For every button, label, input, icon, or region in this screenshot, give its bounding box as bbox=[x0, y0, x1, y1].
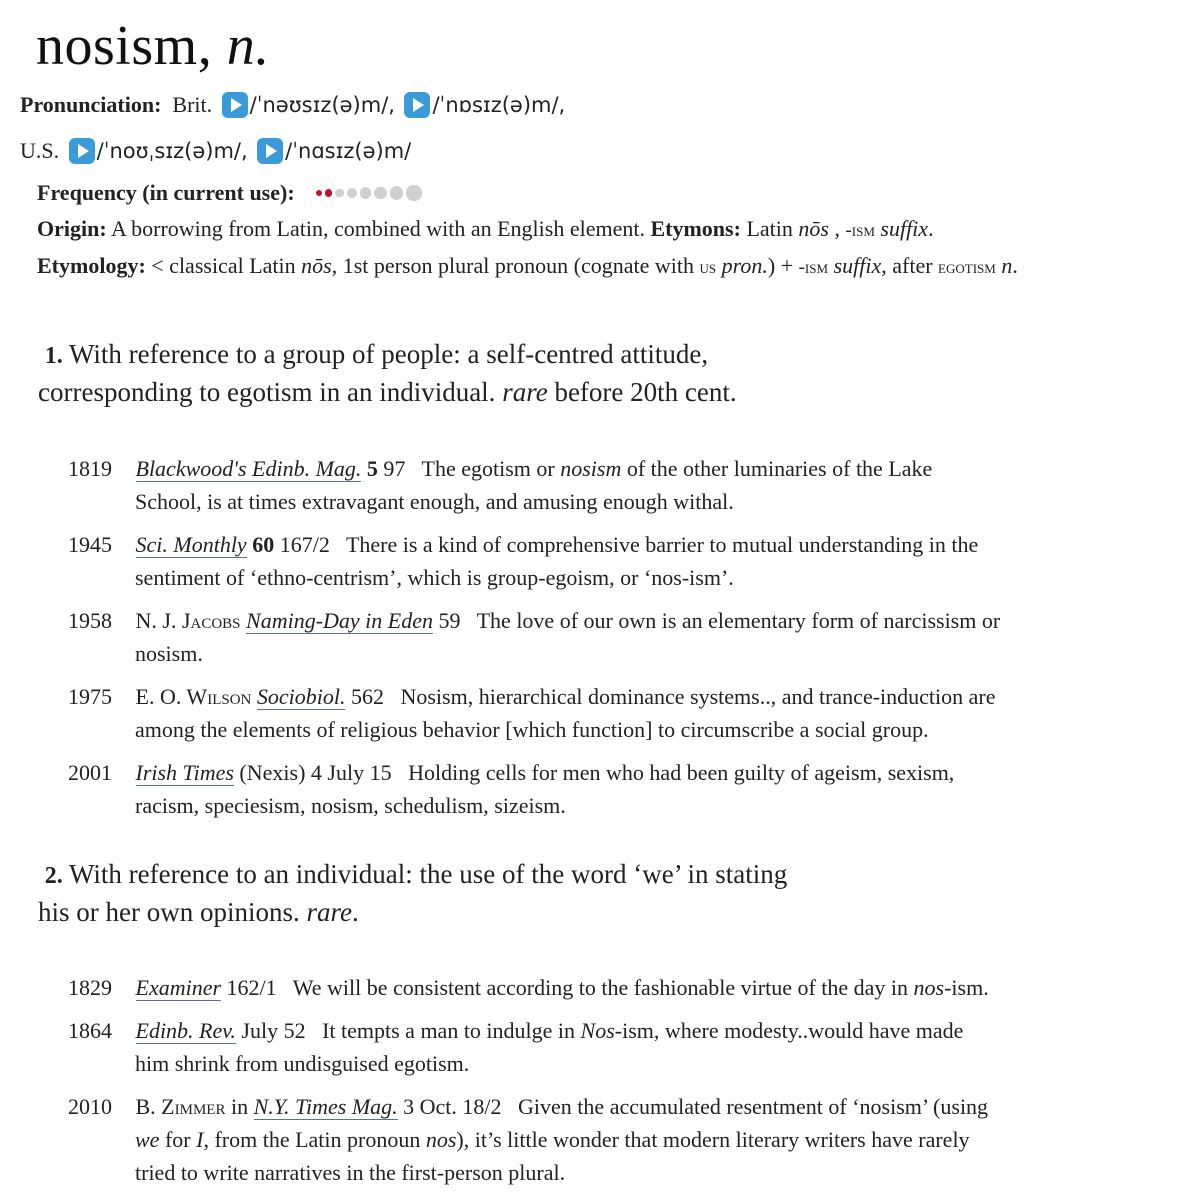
quote-source-link[interactable]: Irish Times bbox=[135, 760, 234, 785]
etymons-suffix: suffix bbox=[880, 216, 929, 241]
ipa-us-1: /ˈnoʊˌsɪz(ə)m/, bbox=[96, 139, 248, 163]
sense-text: his or her own opinions. bbox=[38, 897, 300, 927]
sense-label-rare: rare bbox=[306, 897, 352, 927]
etymons-sep: , bbox=[828, 216, 840, 241]
etymology-text: . bbox=[1012, 253, 1018, 278]
sense-text: With reference to an individual: the use of the word ‘we’ in stating bbox=[69, 859, 788, 889]
quote-author: B. Zimmer bbox=[135, 1094, 226, 1119]
frequency-dot-filled bbox=[316, 190, 322, 196]
frequency-dot-empty bbox=[374, 187, 387, 200]
quote-text: nos bbox=[913, 975, 945, 1000]
quote-year: 2001 bbox=[68, 760, 112, 785]
pronunciation-brit-row bbox=[20, 92, 565, 118]
sense-number: 1. bbox=[44, 343, 63, 369]
etymons-end: . bbox=[928, 216, 934, 241]
origin-text: A borrowing from Latin, combined with an English element. bbox=[110, 216, 645, 241]
pronunciation-label: Pronunciation: bbox=[20, 92, 162, 117]
etymology-ism-link[interactable]: -ism bbox=[798, 257, 829, 278]
origin-label: Origin: bbox=[37, 216, 107, 241]
quote-text: of the other luminaries of the Lake bbox=[626, 456, 933, 481]
quote-year: 1958 bbox=[68, 608, 112, 633]
quote-text: for bbox=[164, 1127, 191, 1152]
quotation bbox=[68, 1014, 1148, 1080]
etymology-label: Etymology: bbox=[37, 253, 146, 278]
quote-text: in bbox=[230, 1094, 249, 1119]
sense-text: With reference to a group of people: a self-centred attitude, bbox=[69, 339, 709, 369]
quote-source-link[interactable]: N.Y. Times Mag. bbox=[253, 1094, 398, 1119]
frequency-dots bbox=[316, 178, 424, 204]
play-audio-icon[interactable] bbox=[222, 92, 248, 118]
ipa-brit-1: /ˈnəʊsɪz(ə)m/, bbox=[249, 93, 395, 117]
quote-page: 562 bbox=[350, 684, 384, 709]
etymology-n: n bbox=[1001, 253, 1013, 278]
quote-text: We will be consistent according to the fashionable virtue of the day in bbox=[292, 975, 909, 1000]
quote-year: 2010 bbox=[68, 1094, 112, 1119]
quote-text: Given the accumulated resentment of ‘nosism’ (using bbox=[518, 1094, 989, 1119]
quote-text: Holding cells for men who had been guilty of ageism, sexism, bbox=[408, 760, 955, 785]
quote-year: 1829 bbox=[68, 975, 112, 1000]
etymology-egotism-link[interactable]: egotism bbox=[938, 257, 996, 278]
quote-source-link[interactable]: Naming-Day in Eden bbox=[246, 608, 433, 633]
quote-text: The love of our own is an elementary form of narcissism or bbox=[476, 608, 1001, 633]
quote-page: 167/2 bbox=[279, 532, 330, 557]
quote-page: 59 bbox=[438, 608, 461, 633]
etymology-text: < classical Latin bbox=[151, 253, 296, 278]
frequency-dot-empty bbox=[390, 186, 404, 200]
quote-text: him shrink from undisguised egotism. bbox=[135, 1051, 470, 1076]
etymology-text: , after bbox=[881, 253, 933, 278]
quotation bbox=[68, 756, 1148, 822]
quote-text: racism, speciesism, nosism, schedulism, sizeism. bbox=[135, 793, 566, 818]
frequency-row bbox=[37, 178, 425, 206]
quote-text: Nos bbox=[580, 1018, 615, 1043]
quote-text: ), it’s little wonder that modern literary writers have rarely bbox=[456, 1127, 970, 1152]
etymons-label: Etymons: bbox=[650, 216, 741, 241]
quote-text: sentiment of ‘ethno-centrism’, which is group-egoism, or ‘nos-ism’. bbox=[135, 565, 734, 590]
etymology-text: ) + bbox=[767, 253, 794, 278]
quote-year: 1945 bbox=[68, 532, 112, 557]
sense-2-quotations bbox=[68, 971, 1148, 1199]
brit-label: Brit. bbox=[172, 92, 213, 117]
headword-pos: n. bbox=[226, 15, 270, 77]
play-audio-icon[interactable] bbox=[404, 92, 430, 118]
quote-text bbox=[68, 1123, 1148, 1156]
quotation bbox=[68, 971, 1148, 1004]
frequency-label: Frequency (in current use): bbox=[37, 180, 295, 205]
sense-number: 2. bbox=[44, 863, 63, 889]
etymons-nos[interactable]: nōs bbox=[798, 216, 829, 241]
etymology-suffix: suffix bbox=[833, 253, 882, 278]
quote-year: 1819 bbox=[68, 456, 112, 481]
quote-page: 162/1 bbox=[226, 975, 277, 1000]
quote-text: among the elements of religious behavior [which function] to circumscribe a social group. bbox=[135, 717, 929, 742]
headword-word: nosism, bbox=[36, 15, 213, 77]
sense-text: . bbox=[351, 897, 359, 927]
quote-author: N. J. Jacobs bbox=[135, 608, 241, 633]
quote-year: 1864 bbox=[68, 1018, 112, 1043]
quote-text: -ism, where modesty..would have made bbox=[614, 1018, 964, 1043]
quote-text: Nosism, hierarchical dominance systems.., and trance-induction are bbox=[400, 684, 996, 709]
quote-text: -ism. bbox=[944, 975, 989, 1000]
quotation bbox=[68, 528, 1148, 594]
quotation bbox=[68, 680, 1148, 746]
quote-page: 97 bbox=[383, 456, 406, 481]
ipa-us-2: /ˈnɑsɪz(ə)m/ bbox=[285, 139, 412, 163]
etymology-row bbox=[37, 253, 1018, 279]
sense-2-definition bbox=[38, 856, 787, 930]
sense-1-definition bbox=[38, 336, 737, 410]
quote-text: nosism. bbox=[135, 641, 203, 666]
quote-text: tried to write narratives in the first-person plural. bbox=[135, 1160, 566, 1185]
quote-source-link[interactable]: Sociobiol. bbox=[256, 684, 346, 709]
quote-author: E. O. Wilson bbox=[135, 684, 252, 709]
quote-source-link[interactable]: Sci. Monthly bbox=[135, 532, 247, 557]
quotation bbox=[68, 604, 1148, 670]
etymons-ism-link[interactable]: -ism bbox=[845, 220, 875, 241]
quote-text: It tempts a man to indulge in bbox=[322, 1018, 576, 1043]
quote-text: , from the Latin pronoun bbox=[203, 1127, 421, 1152]
quote-page: (Nexis) 4 July 15 bbox=[239, 760, 392, 785]
quote-text: School, is at times extravagant enough, and amusing enough withal. bbox=[135, 489, 734, 514]
quote-text: nos bbox=[425, 1127, 457, 1152]
etymology-us-link[interactable]: us bbox=[699, 257, 717, 278]
frequency-dot-filled bbox=[325, 189, 332, 196]
quote-source-link[interactable]: Examiner bbox=[135, 975, 222, 1000]
headword bbox=[36, 14, 270, 78]
quote-volume: 60 bbox=[252, 532, 275, 557]
quote-volume: 5 bbox=[366, 456, 378, 481]
etymology-pron: pron. bbox=[721, 253, 768, 278]
sense-text: before 20th cent. bbox=[554, 377, 737, 407]
etymons-latin: Latin bbox=[746, 216, 793, 241]
origin-row bbox=[37, 216, 934, 242]
quote-text: I bbox=[196, 1127, 204, 1152]
quote-source-link[interactable]: Edinb. Rev. bbox=[135, 1018, 236, 1043]
frequency-dot-empty bbox=[360, 187, 371, 198]
etymology-nos: nōs bbox=[301, 253, 332, 278]
quote-source-link[interactable]: Blackwood's Edinb. Mag. bbox=[135, 456, 362, 481]
play-audio-icon[interactable] bbox=[69, 138, 95, 164]
quotation bbox=[68, 1090, 1148, 1189]
quotation bbox=[68, 452, 1148, 518]
quote-text: nosism bbox=[560, 456, 622, 481]
frequency-dot-empty bbox=[347, 188, 357, 198]
sense-label-rare: rare bbox=[502, 377, 548, 407]
quote-text: There is a kind of comprehensive barrier to mutual understanding in the bbox=[345, 532, 979, 557]
quote-text: we bbox=[135, 1127, 160, 1152]
sense-text: corresponding to egotism in an individual. bbox=[38, 377, 496, 407]
sense-1-quotations bbox=[68, 452, 1148, 832]
frequency-dot-empty bbox=[406, 185, 421, 200]
etymology-text: , 1st person plural pronoun (cognate with bbox=[331, 253, 694, 278]
pronunciation-us-row bbox=[20, 138, 411, 164]
frequency-dot-empty bbox=[335, 189, 344, 198]
quote-page: July 52 bbox=[241, 1018, 306, 1043]
quote-text: The egotism or bbox=[421, 456, 555, 481]
ipa-brit-2: /ˈnɒsɪz(ə)m/, bbox=[432, 93, 566, 117]
quote-year: 1975 bbox=[68, 684, 112, 709]
play-audio-icon[interactable] bbox=[257, 138, 283, 164]
quote-page: 3 Oct. 18/2 bbox=[403, 1094, 502, 1119]
us-label: U.S. bbox=[20, 138, 60, 163]
